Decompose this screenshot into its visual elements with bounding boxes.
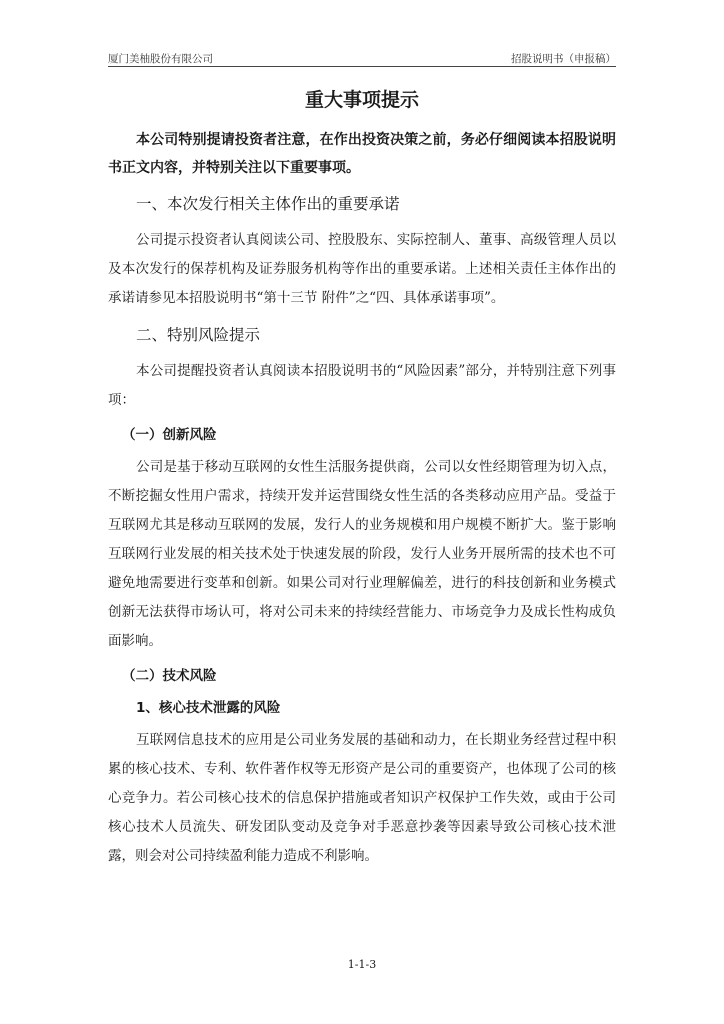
page-title: 重大事项提示 bbox=[304, 89, 419, 111]
section-heading-risk-notice: 二、特别风险提示 bbox=[136, 326, 261, 344]
section-heading-commitments: 一、本次发行相关主体作出的重要承诺 bbox=[136, 195, 400, 213]
paragraph-innovation-risk: 公司是基于移动互联网的女性生活服务提供商，公司以女性经期管理为切入点，不断挖掘女性用户需求，持续开发并运营围绕女性生活的各类移动应用产品。受益于互联网尤其是移动互联网的发展，发行人的业务规模和用户规模不断扩大。鉴于影响互联网行业发展的相关技术处于快速发展的阶段，发行人业务开展所需的技术也不可避免地需要进行变革和创新。如果公司对行业理解偏差，进行的科技创新和业务模式创新无法获得市场认可，将对公司未来的持续经营能力、市场竞争力及成长性构成负面影响。 bbox=[108, 459, 616, 649]
item-heading-core-tech-leak: 1、核心技术泄露的风险 bbox=[136, 700, 281, 716]
intro-notice: 本公司特别提请投资者注意，在作出投资决策之前，务必仔细阅读本招股说明书正文内容，并特别关注以下重要事项。 bbox=[108, 132, 616, 176]
header-company-name: 厦门美柚股份有限公司 bbox=[108, 53, 213, 65]
section-paragraph-commitments: 公司提示投资者认真阅读公司、控股股东、实际控制人、董事、高级管理人员以及本次发行的保荐机构及证券服务机构等作出的重要承诺。上述相关责任主体作出的承诺请参见本招股说明书“第十三节 附件”之“四、具体承诺事项”。 bbox=[108, 232, 616, 306]
header-divider bbox=[108, 66, 616, 67]
subsection-heading-innovation-risk: （一）创新风险 bbox=[122, 427, 217, 443]
subsection-heading-technology-risk: （二）技术风险 bbox=[122, 668, 217, 684]
header-document-type: 招股说明书（申报稿） bbox=[511, 53, 616, 65]
page-number: 1-1-3 bbox=[347, 958, 377, 971]
section-paragraph-risk-notice: 本公司提醒投资者认真阅读本招股说明书的“风险因素”部分，并特别注意下列事项： bbox=[108, 363, 616, 408]
document-body bbox=[108, 86, 616, 877]
paragraph-core-tech-leak: 互联网信息技术的应用是公司业务发展的基础和动力，在长期业务经营过程中积累的核心技术、专利、软件著作权等无形资产是公司的重要资产，也体现了公司的核心竞争力。若公司核心技术的信息保护措施或者知识产权保护工作失效，或由于公司核心技术人员流失、研发团队变动及竞争对手恶意抄袭等因素导致公司核心技术泄露，则会对公司持续盈利能力造成不利影响。 bbox=[108, 732, 616, 864]
